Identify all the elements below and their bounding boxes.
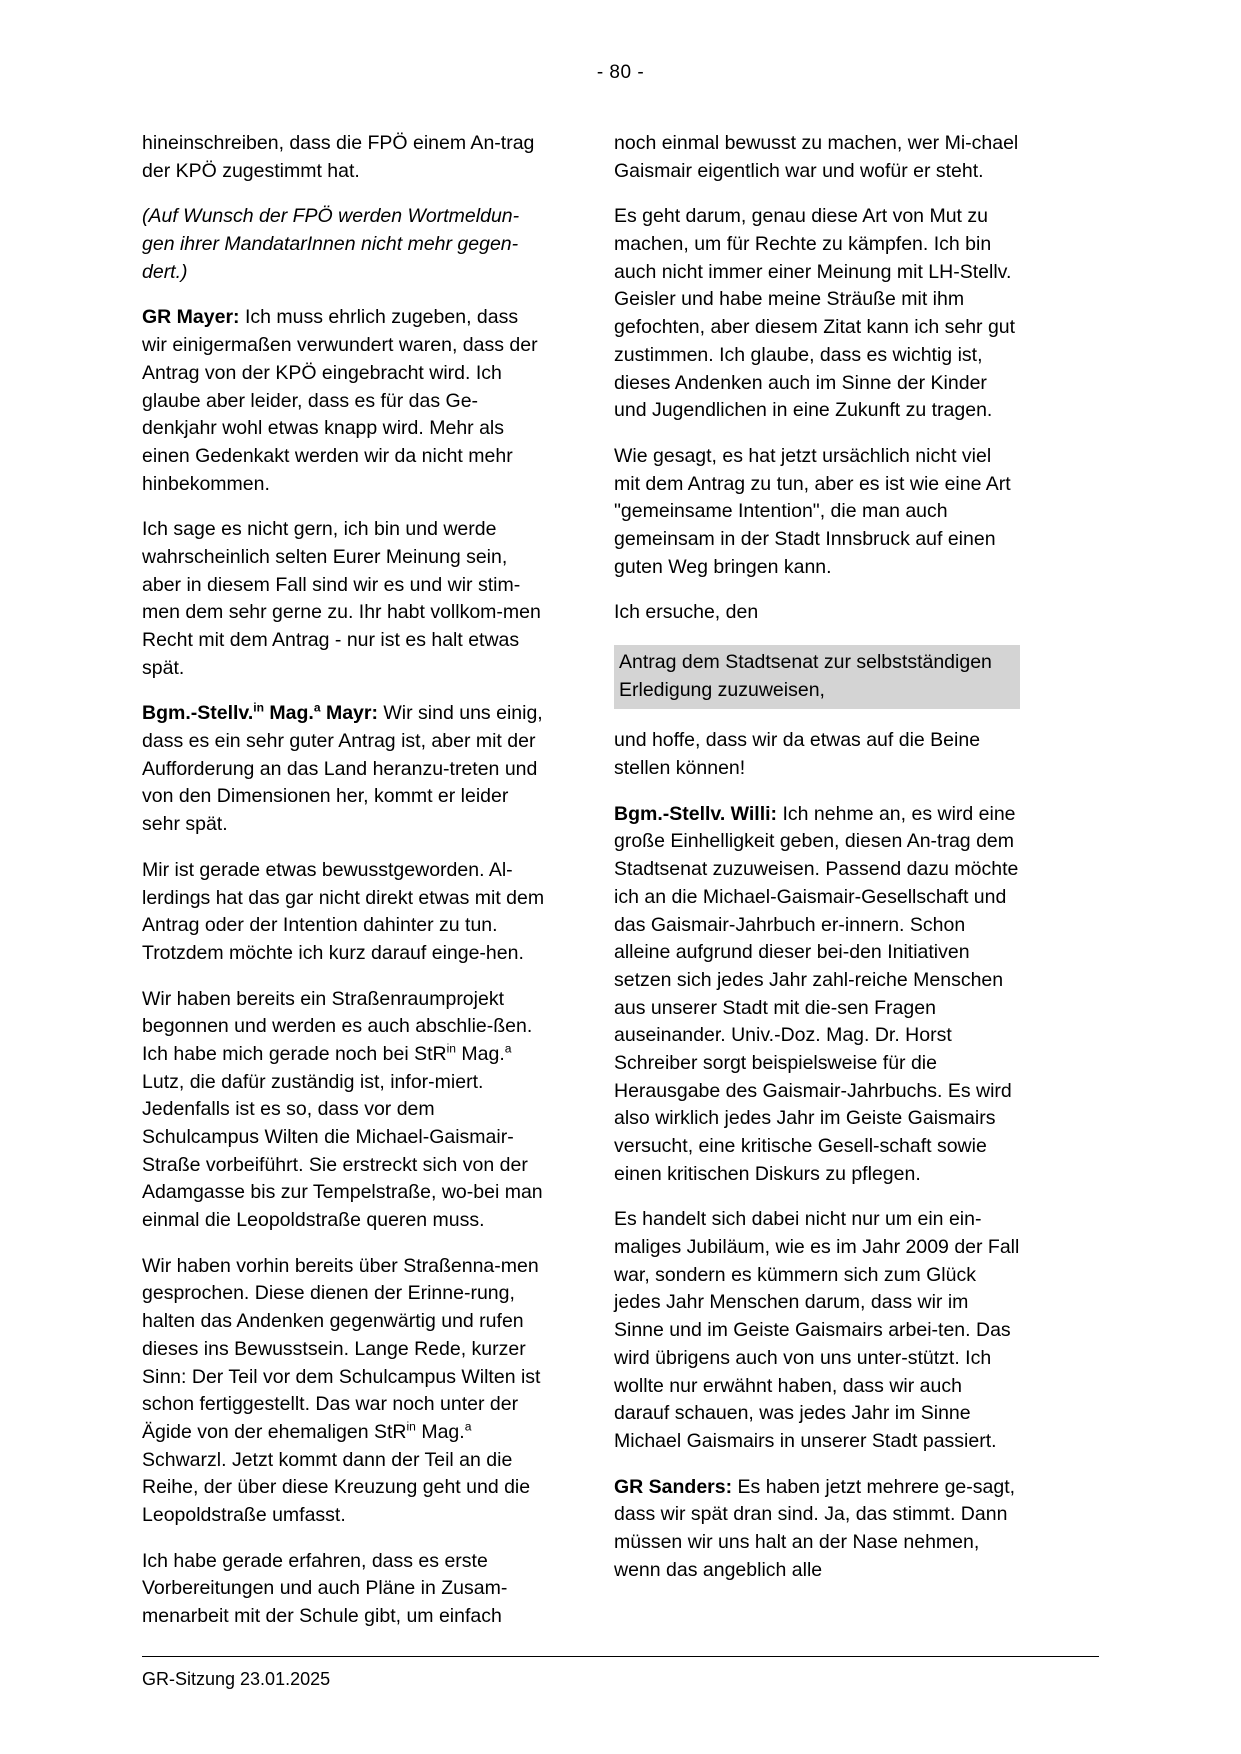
paragraph: GR Mayer: Ich muss ehrlich zugeben, dass wir einigermaßen verwundert waren, dass der Antrag von der KPÖ eingebracht wird. Ich glaube aber leider, dass es für das Ge-denkjahr wohl etwas knapp wird. Mehr als einen Gedenkakt werden wir da nicht mehr hinbekommen. <box>142 306 538 495</box>
paragraph: Ich ersuche, den <box>614 601 759 624</box>
paragraph: Ich sage es nicht gern, ich bin und werde wahrscheinlich selten Eurer Meinung sein, aber in diesem Fall sind wir es und wir stim-men dem sehr gerne zu. Ihr habt vollkom-men Recht mit dem Antrag - nur ist es halt etwas spät. <box>142 518 541 679</box>
paragraph: Wie gesagt, es hat jetzt ursächlich nicht viel mit dem Antrag zu tun, aber es ist wie eine Art "gemeinsame Intention", die man auch gemeinsam in der Stadt Innsbruck auf einen guten Weg bringen kann. <box>614 444 1011 578</box>
paragraph: Ich habe gerade erfahren, dass es erste Vorbereitungen und auch Pläne in Zusam-menarbeit mit der Schule gibt, um einfach <box>142 1549 508 1627</box>
footer-divider <box>142 1656 1099 1657</box>
speaker-name: Bgm.-Stellv. Willi: <box>614 802 778 825</box>
paragraph: Wir haben vorhin bereits über Straßenna-men gesprochen. Diese dienen der Erinne-rung, halten das Andenken gegenwärtig und rufen dieses ins Bewusstsein. Lange Rede, kurzer Sinn: Der Teil vor dem Schulcampus Wilten ist schon fertiggestellt. Das war noch unter der Ägide von der ehemaligen StR$^{in}$ Mag.$^a$ Schwarzl. Jetzt kommt dann der Teil an die Reihe, der über diese Kreuzung geht und die Leopoldstraße umfasst. <box>142 1254 541 1526</box>
paragraph: GR Sanders: Es haben jetzt mehrere ge-sagt, dass wir spät dran sind. Ja, das stimmt. Dann müssen wir uns halt an der Nase nehmen, wenn das angeblich alle <box>614 1475 1016 1581</box>
speaker-name: GR Mayer: <box>142 306 240 329</box>
paragraph <box>142 203 548 286</box>
footer-text: GR-Sitzung 23.01.2025 <box>142 1669 331 1689</box>
page-number: - 80 - <box>596 62 645 83</box>
paragraph: Es geht darum, genau diese Art von Mut zu machen, um für Rechte zu kämpfen. Ich bin auch nicht immer einer Meinung mit LH-Stellv. Geisler und habe meine Sträuße mit ihm gefochten, aber diesem Zitat kann ich sehr gut zustimmen. Ich glaube, dass es wichtig ist, dieses Andenken auch im Sinne der Kinder und Jugendlichen in eine Zukunft zu tragen. <box>614 205 1016 422</box>
paragraph: hineinschreiben, dass die FPÖ einem An-trag der KPÖ zugestimmt hat. <box>142 132 535 182</box>
speaker-name: Bgm.-Stellv.$^{in}$ Mag.$^a$ Mayr: <box>142 700 378 725</box>
paragraph: Mir ist gerade etwas bewusstgeworden. Al-lerdings hat das gar nicht direkt etwas mit dem Antrag oder der Intention dahinter zu tun. Trotzdem möchte ich kurz darauf einge-hen. <box>142 858 545 964</box>
paragraph: und hoffe, dass wir da etwas auf die Beine stellen können! <box>614 729 981 780</box>
paragraph: Bgm.-Stellv. Willi: Ich nehme an, es wird eine große Einhelligkeit geben, diesen An-trag dem Stadtsenat zuzuweisen. Passend dazu möchte ich an die Michael-Gaismair-Gesellschaft und das Gaismair-Jahrbuch er-innern. Schon alleine aufgrund dieser bei-den Initiativen setzen sich jedes Jahr zahl-reiche Menschen aus unserer Stadt mit die-sen Fragen auseinander. Univ.-Doz. Mag. Dr. Horst Schreiber sorgt beispielsweise für die Herausgabe des Gaismair-Jahrbuchs. Es wird also wirklich jedes Jahr im Geiste Gaismairs versucht, eine kritische Gesell-schaft sowie einen kritischen Diskurs zu pflegen. <box>614 802 1019 1185</box>
paragraph: Es handelt sich dabei nicht nur um ein ein-maliges Jubiläum, wie es im Jahr 2009 der Fall war, sondern es kümmern sich zum Glück jedes Jahr Menschen darum, dass wir im Sinne und im Geiste Gaismairs arbei-ten. Das wird übrigens auch von uns unter-stützt. Ich wollte nur erwähnt haben, dass wir auch darauf schauen, was jedes Jahr im Sinne Michael Gaismairs in unserer Stadt passiert. <box>614 1208 1020 1452</box>
paragraph: noch einmal bewusst zu machen, wer Mi-chael Gaismair eigentlich war und wofür er steht. <box>614 132 1019 182</box>
italic-note: (Auf Wunsch der FPÖ werden Wortmeldun-gen ihrer MandatarInnen nicht mehr gegen-dert.) <box>142 205 520 283</box>
page-footer <box>142 1656 1099 1690</box>
two-column-body <box>0 84 1241 1631</box>
left-column <box>142 130 548 1631</box>
highlighted-motion-text: Antrag dem Stadtsenat zur selbstständigen Erledigung zuzuweisen, <box>614 645 1020 709</box>
right-column <box>614 130 1020 1631</box>
paragraph: Bgm.-Stellv.$^{in}$ Mag.$^a$ Mayr: Wir sind uns einig, dass es ein sehr guter Antrag ist, aber mit der Aufforderung an das Land heranzu-treten und von den Dimensionen her, kommt er leider sehr spät. <box>142 700 543 836</box>
paragraph: Wir haben bereits ein Straßenraumprojekt begonnen und werden es auch abschlie-ßen. Ich habe mich gerade noch bei StR$^{in}$ Mag.$^a$ Lutz, die dafür zuständig ist, infor-miert. Jedenfalls ist es so, dass vor dem Schulcampus Wilten die Michael-Gaismair-Straße vorbeiführt. Sie erstreckt sich von der Adamgasse bis zur Tempelstraße, wo-bei man einmal die Leopoldstraße queren muss. <box>142 987 543 1232</box>
speaker-name: GR Sanders: <box>614 1475 733 1498</box>
